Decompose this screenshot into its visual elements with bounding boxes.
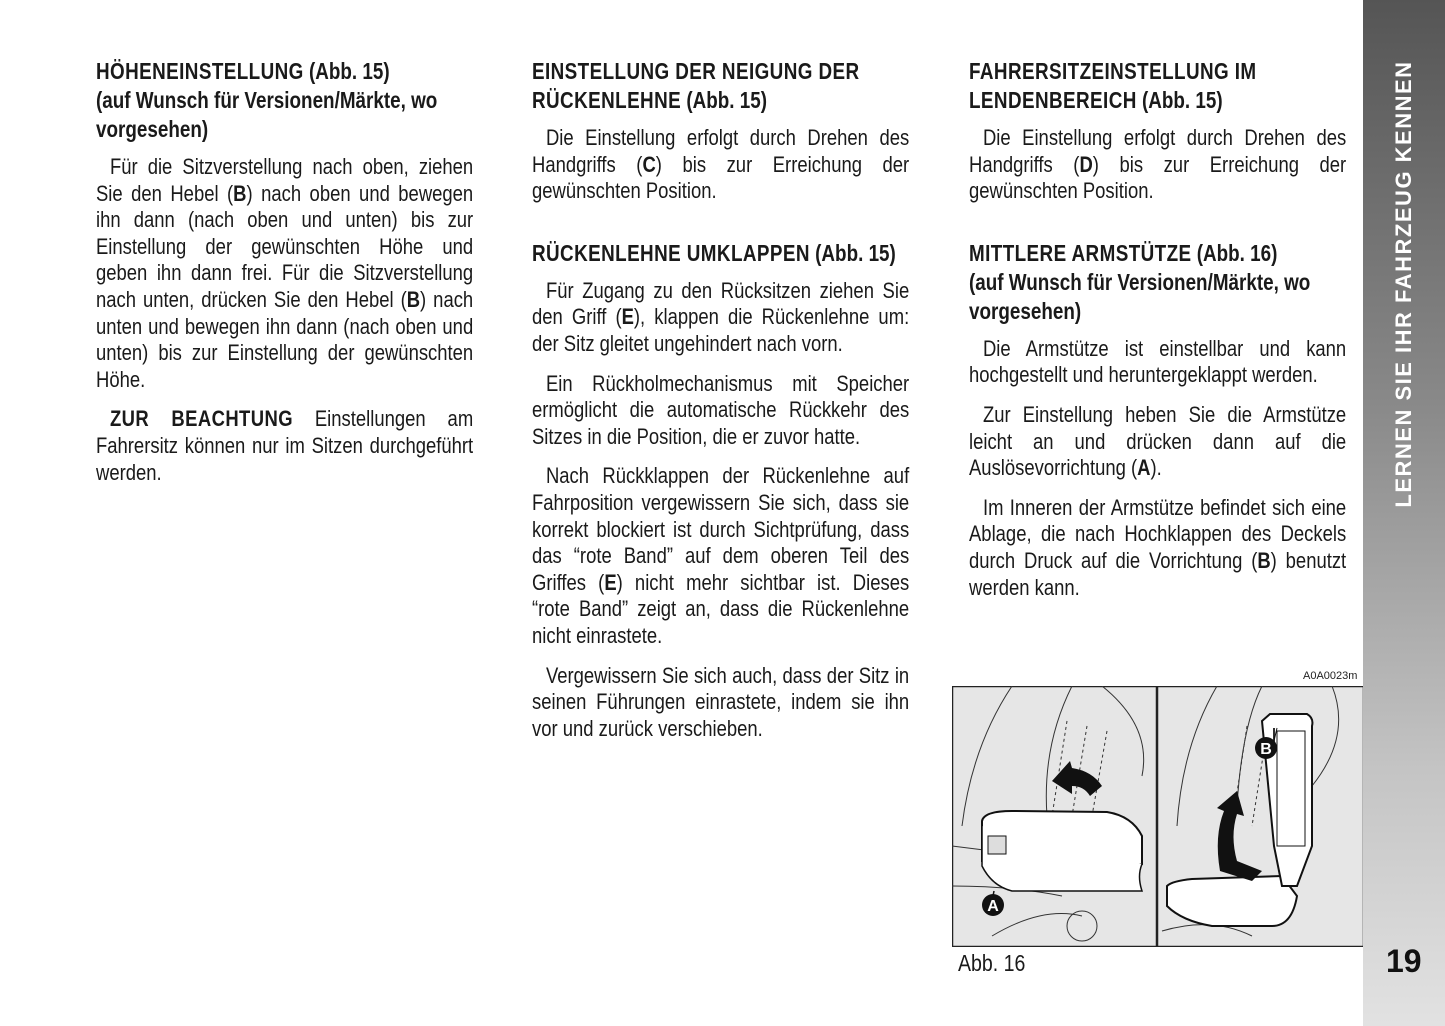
paragraph-text: Im Inneren der Armstütze befindet sich eine Ablage, die nach Hochklappen des Deckels durch Druck auf die Vorrichtung ( — [969, 494, 1347, 573]
figure-caption: Abb. 16 — [958, 950, 1026, 976]
text-column-1 — [96, 57, 473, 499]
paragraph-text: ) nach oben und bewegen ihn dann (nach oben und unten) bis zur Einstellung der gewünschten Höhe und geben ihn dann frei. Für die Sitzverstellung nach unten, drücken Sie den Hebel ( — [96, 180, 474, 312]
figure-reference: (Abb. 16) — [1191, 239, 1278, 266]
heading-note: (auf Wunsch für Versionen/Märkte, wo vorgesehen) — [96, 87, 438, 142]
heading-title: RÜCKENLEHNE UMKLAPPEN — [532, 239, 810, 266]
page-number: 19 — [1386, 943, 1422, 979]
chapter-title: LERNEN SIE IHR FAHRZEUG KENNEN — [1391, 60, 1416, 508]
paragraph-text: Die Armstütze ist einstellbar und kann hochgestellt und heruntergeklappt werden. — [969, 335, 1347, 388]
section-heading — [96, 57, 473, 144]
paragraph-text: ) bis zur Erreichung der gewünschten Position. — [532, 151, 910, 204]
figure-code: A0A0023m — [1303, 670, 1358, 682]
paragraph-text: Einstellungen am Fahrersitz können nur im Sitzen durchgeführt werden. — [96, 406, 474, 485]
figure-reference: (Abb. 15) — [809, 239, 896, 266]
note-label: ZUR BEACHTUNG — [109, 406, 293, 432]
label-b: B — [1260, 741, 1272, 758]
heading-title: MITTLERE ARMSTÜTZE — [969, 239, 1192, 266]
heading-title: EINSTELLUNG DER NEIGUNG DER RÜCKENLEHNE — [532, 58, 860, 113]
part-letter: B — [406, 286, 421, 312]
text-column-2 — [532, 57, 909, 755]
paragraph-text: Zur Einstellung heben Sie die Armstütze leicht an und drücken dann auf die Auslösevorrichtung ( — [969, 401, 1347, 481]
paragraph-text: ). — [1150, 455, 1162, 481]
paragraph-text: ) benutzt werden kann. — [969, 547, 1347, 600]
section-heading — [969, 57, 1346, 115]
part-letter: B — [233, 180, 247, 206]
paragraph-text: Nach Rückklappen der Rückenlehne auf Fahrposition vergewissern Sie sich, dass sie korrekt blockiert ist durch Sichtprüfung, dass das “rote Band” auf dem oberen Teil des Griffes ( — [532, 463, 910, 595]
part-letter: D — [1079, 151, 1093, 177]
part-letter: B — [1257, 547, 1271, 573]
paragraph-text: ), klappen die Rückenlehne um: der Sitz gleitet ungehindert nach vorn. — [532, 304, 910, 356]
paragraph — [532, 125, 909, 205]
part-letter: C — [642, 151, 656, 177]
armrest-closed — [982, 811, 1142, 891]
paragraph-text: ) bis zur Erreichung der gewünschten Position. — [969, 151, 1347, 204]
part-letter: E — [621, 304, 634, 330]
section-heading — [532, 57, 909, 115]
paragraph — [969, 336, 1346, 389]
paragraph — [96, 154, 473, 393]
label-a: A — [987, 898, 999, 915]
text-column-3 — [969, 57, 1346, 614]
paragraph-text: Für die Sitzverstellung nach oben, ziehen Sie den Hebel ( — [96, 154, 474, 206]
armrest-illustration — [952, 686, 1364, 947]
part-letter: E — [604, 569, 617, 595]
figure-reference: (Abb. 15) — [303, 58, 390, 84]
paragraph — [532, 278, 909, 358]
heading-title: HÖHENEINSTELLUNG — [96, 58, 304, 84]
paragraph-text: Vergewissern Sie sich auch, dass der Sitz in seinen Führungen einrastete, indem sie ihn vor und zurück verschieben. — [532, 662, 910, 741]
paragraph — [96, 406, 473, 486]
figure-reference: (Abb. 15) — [681, 87, 768, 113]
paragraph — [532, 371, 909, 451]
heading-note: (auf Wunsch für Versionen/Märkte, wo vorgesehen) — [969, 268, 1311, 324]
figure-reference: (Abb. 15) — [1136, 87, 1223, 113]
paragraph — [532, 663, 909, 743]
paragraph — [969, 495, 1346, 601]
section-heading — [969, 239, 1346, 326]
part-letter: A — [1137, 455, 1151, 481]
paragraph — [969, 125, 1346, 205]
paragraph — [532, 463, 909, 649]
paragraph-text: Für Zugang zu den Rücksitzen ziehen Sie den Griff ( — [532, 277, 910, 330]
paragraph-text: Die Einstellung erfolgt durch Drehen des Handgriffs ( — [532, 125, 910, 177]
paragraph-text: Ein Rückholmechanismus mit Speicher ermöglicht die automatische Rückkehr des Sitzes in die Position, die er zuvor hatte. — [532, 370, 910, 449]
paragraph — [969, 402, 1346, 482]
paragraph-text: Die Einstellung erfolgt durch Drehen des Handgriffs ( — [969, 125, 1347, 177]
heading-title: FAHRERSITZEINSTELLUNG IM LENDENBEREICH — [969, 58, 1257, 113]
section-heading — [532, 239, 909, 268]
paragraph-text: ) nach unten und bewegen ihn dann (nach oben und unten) bis zur Einstellung der gewünschten Höhe. — [96, 286, 474, 392]
paragraph-text: ) nicht mehr sichtbar ist. Dieses “rote Band” zeigt an, dass die Rückenlehne nicht einrastete. — [532, 569, 910, 648]
